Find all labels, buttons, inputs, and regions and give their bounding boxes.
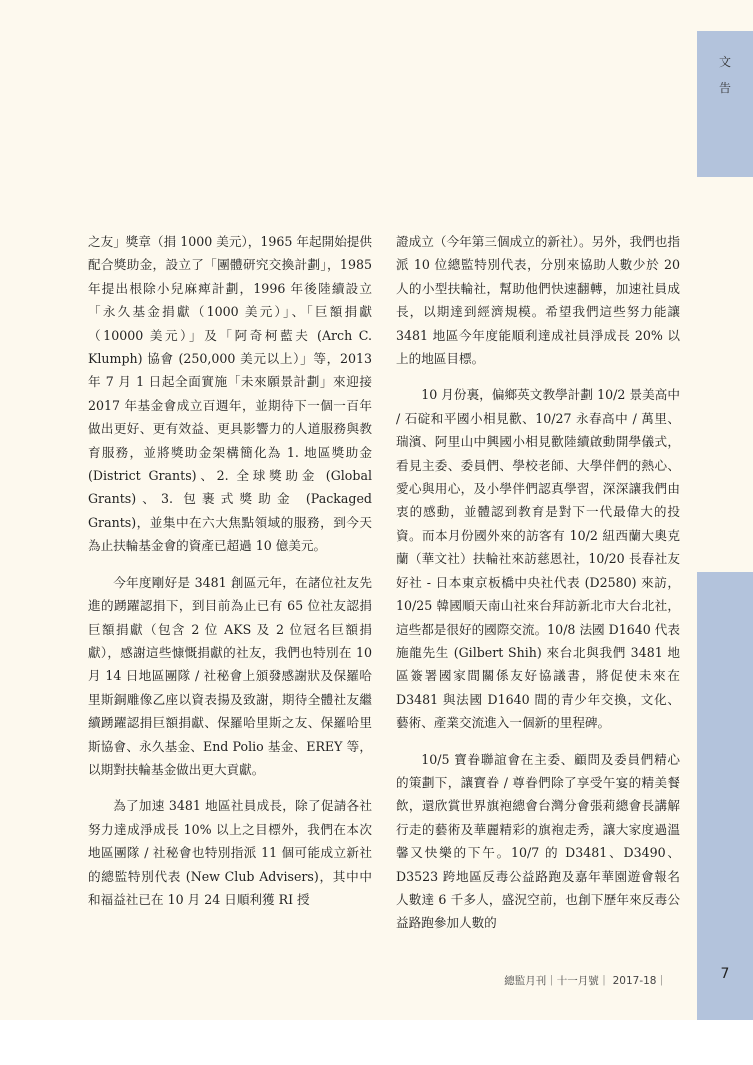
section-tab-char: 告 [718, 81, 731, 95]
footer-publication-info: 總監月刊｜十一月號｜ 2017-18｜ [504, 975, 667, 987]
section-tab-label [697, 49, 753, 101]
paragraph: 10/5 寶眷聯誼會在主委、顧問及委員們精心的策劃下，讓寶眷 / 尊眷們除了享受午宴的精美餐飲，還欣賞世界旗袍總會台灣分會張莉總會長講解行走的藝術及華麗精彩的旗袍走秀，讓大家度過溫馨又快樂的下午。10/7 的 D3481、D3490、D3523 跨地區反毒公益路跑及嘉年華園遊會報名人數達 6 千多人，盛況空前，也創下歷年來反毒公益路跑參加人數的 [396, 751, 680, 931]
section-tab-char: 文 [718, 55, 731, 69]
footer-tab [697, 572, 753, 1020]
page-number: 7 [720, 966, 730, 982]
section-tab [697, 31, 753, 177]
paragraph: 10 月份裏，偏鄉英文教學計劃 10/2 景美高中 / 石碇和平國小相見歡、10/27 永春高中 / 萬里、瑞濱、阿里山中興國小相見歡陸續啟動開學儀式，看見主委、委員們、學校老師、大學伴們的熱心、愛心與用心，及小學伴們認真學習，深深讓我們由衷的感動，並體認到教育是對下一代最偉大的投資。而本月份國外來的訪客有 10/2 紐西蘭大奧克蘭（華文社）扶輪社來訪慈恩社，10/20 長春社友好社 - 日本東京板橋中央社代表 (D2580) 來訪，10/25 韓國順天南山社來台拜訪新北市大台北社，這些都是很好的國際交流。10/8 法國 D1640 代表施龍先生 (Gilbert Shih) 來台北與我們 3481 地區簽署國家間關係友好協議書，將促使未來在 D3481 與法國 D1640 間的青少年交換，文化、藝術、產業交流進入一個新的里程碑。 [396, 387, 680, 731]
paragraph: 之友」獎章（捐 1000 美元），1965 年起開始提供配合獎助金，設立了「團體研究交換計劃」，1985 年提出根除小兒麻痺計劃，1996 年後陸續設立「永久基金捐獻（1000 美元）」、「巨額捐獻（10000 美元）」及「阿奇柯藍夫 (Arch C. Klumph) 協會 (250,000 美元以上）」等，2013 年 7 月 1 日起全面實施「未來願景計劃」來迎接 2017 年基金會成立百週年，並期待下一個一百年做出更好、更有效益、更具影響力的人道服務與教育服務，並將獎助金架構簡化為 1. 地區獎助金 (District Grants)、2. 全球獎助金 (Global Grants)、3. 包裹式獎助金 (Packaged Grants)，並集中在六大焦點領域的服務，到今天為止扶輪基金會的資產已超過 10 億美元。 [88, 234, 372, 554]
paragraph: 證成立（今年第三個成立的新社）。另外，我們也指派 10 位總監特別代表，分別來協助人數少於 20 人的小型扶輪社，幫助他們快速翻轉，加速社員成長，以期達到經濟規模。希望我們這些努力能讓 3481 地區今年度能順利達成社員淨成長 20% 以上的地區目標。 [396, 234, 680, 367]
left-column [88, 230, 372, 911]
paragraph: 為了加速 3481 地區社員成長，除了促請各社努力達成淨成長 10% 以上之目標外，我們在本次地區團隊 / 社秘會也特別指派 11 個可能成立新社的總監特別代表 (New Club Advisers)，其中中和福益社已在 10 月 24 日順利獲 RI 授 [88, 798, 372, 907]
right-column [396, 230, 680, 935]
paragraph: 今年度剛好是 3481 創區元年，在諸位社友先進的踴躍認捐下，到目前為止已有 65 位社友認捐巨額捐獻（包含 2 位 AKS 及 2 位冠名巨額捐獻），感謝這些慷慨捐獻的社友，我們也特別在 10 月 14 日地區團隊 / 社秘會上頒發感謝狀及保羅哈里斯銅雕像乙座以資表揚及致謝，期待全體社友繼續踴躍認捐巨額捐獻、保羅哈里斯之友、保羅哈里斯協會、永久基金、End Polio 基金、EREY 等，以期對扶輪基金做出更大貢獻。 [88, 574, 372, 777]
